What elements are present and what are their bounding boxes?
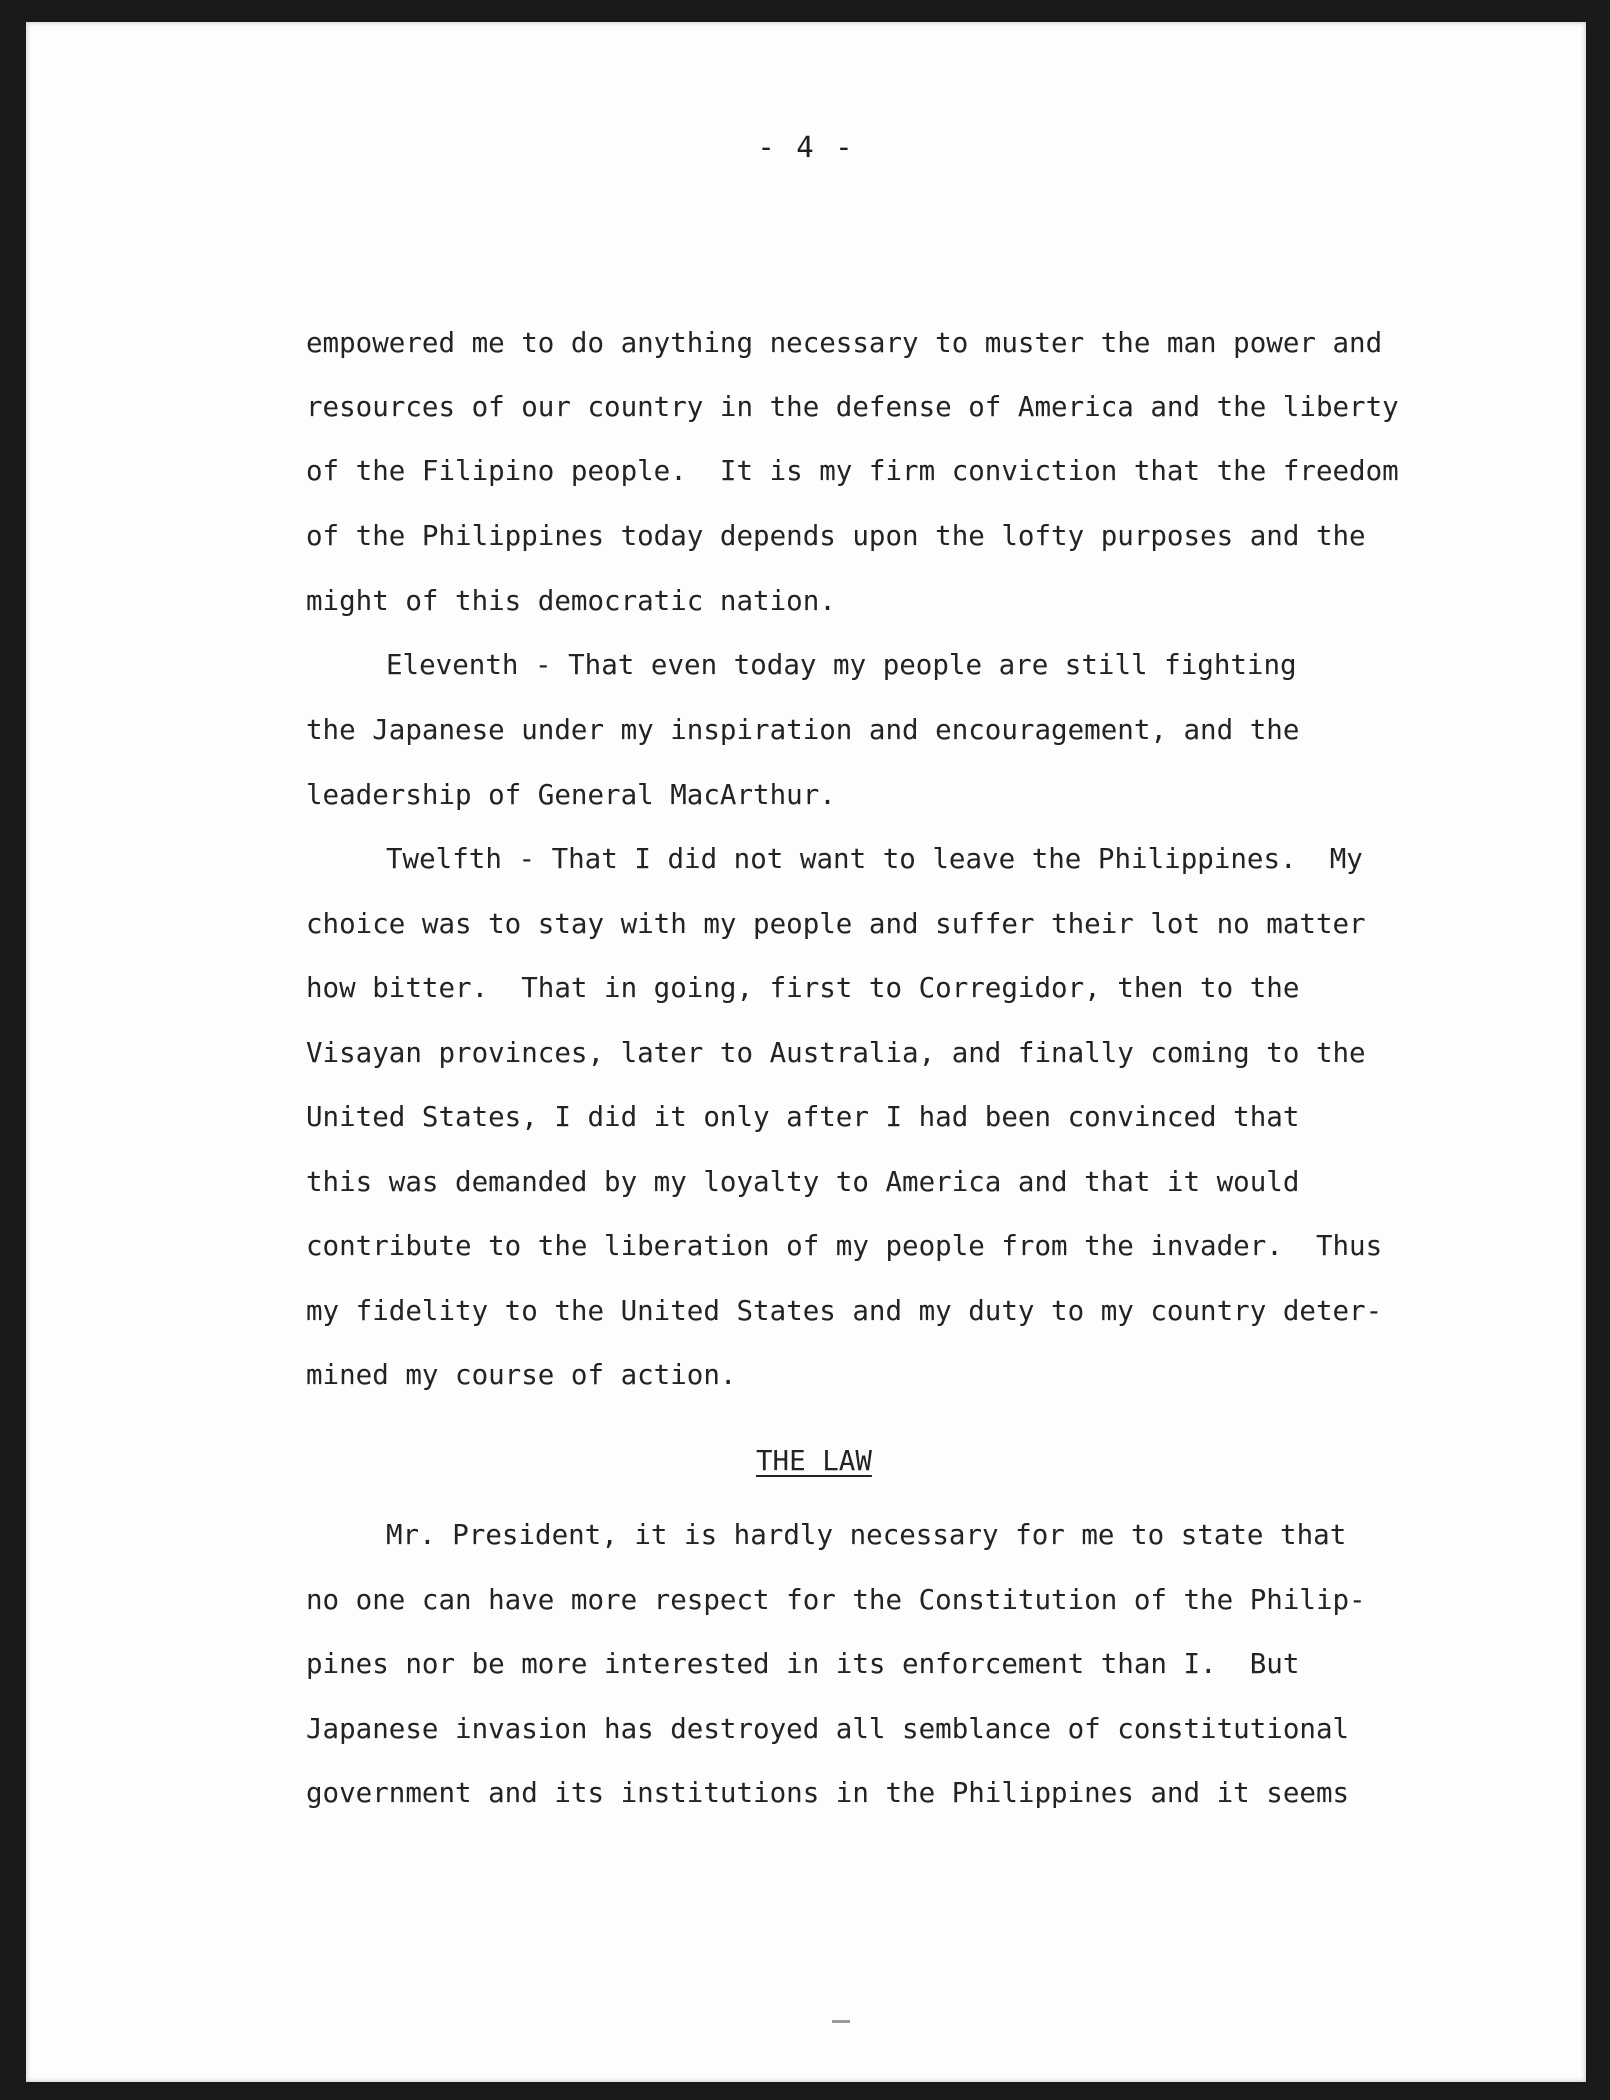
text-line: United States, I did it only after I had been convinced that bbox=[306, 1101, 1300, 1133]
page-number: - 4 - bbox=[757, 130, 855, 164]
text-line: empowered me to do anything necessary to muster the man power and bbox=[306, 327, 1383, 359]
text-line: contribute to the liberation of my people from the invader. Thus bbox=[306, 1230, 1383, 1262]
text-line: of the Philippines today depends upon the lofty purposes and the bbox=[306, 520, 1366, 552]
text-line: of the Filipino people. It is my firm conviction that the freedom bbox=[306, 455, 1399, 487]
text-line: might of this democratic nation. bbox=[306, 585, 836, 617]
text-line: Japanese invasion has destroyed all semblance of constitutional bbox=[306, 1713, 1350, 1745]
text-line: Twelfth - That I did not want to leave the Philippines. My bbox=[386, 843, 1363, 875]
text-line: Eleventh - That even today my people are still fighting bbox=[386, 649, 1297, 681]
text-line: the Japanese under my inspiration and encouragement, and the bbox=[306, 714, 1300, 746]
text-line: pines nor be more interested in its enforcement than I. But bbox=[306, 1648, 1300, 1680]
text-line: resources of our country in the defense of America and the liberty bbox=[306, 391, 1399, 423]
document-page bbox=[26, 22, 1586, 2082]
text-line: no one can have more respect for the Constitution of the Philip- bbox=[306, 1584, 1366, 1616]
section-heading: THE LAW bbox=[756, 1445, 872, 1477]
text-line: mined my course of action. bbox=[306, 1359, 737, 1391]
text-line: choice was to stay with my people and suffer their lot no matter bbox=[306, 908, 1366, 940]
text-line: Visayan provinces, later to Australia, and finally coming to the bbox=[306, 1037, 1366, 1069]
text-line: this was demanded by my loyalty to America and that it would bbox=[306, 1166, 1300, 1198]
scan-mark bbox=[832, 2020, 850, 2023]
text-line: government and its institutions in the Philippines and it seems bbox=[306, 1777, 1350, 1809]
text-line: my fidelity to the United States and my duty to my country deter- bbox=[306, 1295, 1383, 1327]
text-line: leadership of General MacArthur. bbox=[306, 779, 836, 811]
text-line: how bitter. That in going, first to Corregidor, then to the bbox=[306, 972, 1300, 1004]
text-line: Mr. President, it is hardly necessary for me to state that bbox=[386, 1519, 1347, 1551]
